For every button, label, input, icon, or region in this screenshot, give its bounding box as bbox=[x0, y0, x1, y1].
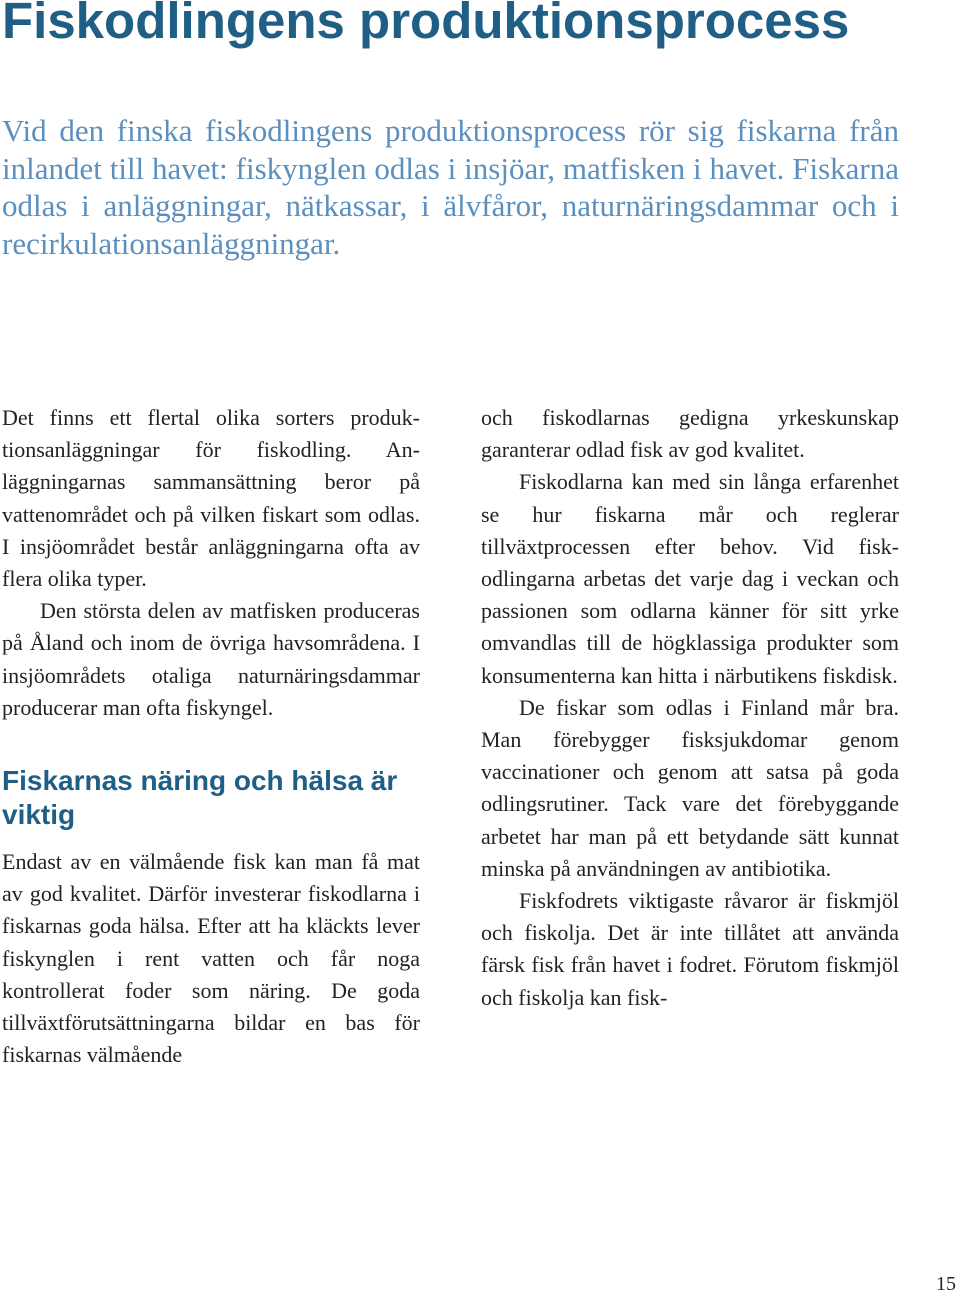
body-paragraph: Det finns ett flertal olika sorters produktionsanläggningar för fiskodling. Anläggningarnas sammansättning beror på vattenområdet och på vilken fiskart som odlas. I insjöområdet består anläggningarna ofta av flera olika typer. bbox=[2, 405, 420, 592]
left-column bbox=[2, 402, 420, 1071]
page-number: 15 bbox=[936, 1273, 956, 1295]
body-paragraph: och fiskodlarnas gedigna yrkeskunskap garanterar odlad fisk av god kvalitet. bbox=[481, 405, 899, 463]
right-column bbox=[481, 402, 899, 1014]
body-paragraph: Fiskfodrets viktigaste råvaror är fiskmjöl och fiskolja. Det är inte tillåtet att använda färsk fisk från havet i fodret. Förutom fiskmjöl och fiskolja kan fisk- bbox=[481, 888, 899, 1010]
body-paragraph: Den största delen av matfisken produceras på Åland och inom de övriga havsområdena. I insjöområdets otaliga naturnäringsdammar producerar man ofta fiskyngel. bbox=[2, 598, 420, 720]
section-heading: Fiskarnas näring och hälsa är viktig bbox=[2, 765, 398, 831]
body-paragraph: Endast av en välmående fisk kan man få mat av god kvalitet. Därför investerar fiskodlarna i fiskarnas goda hälsa. Efter att ha kläckts lever fiskynglen i rent vatten och får noga kontrollerat foder som näring. De goda tillväxtförutsättningarna bildar en bas för fiskarnas välmående bbox=[2, 849, 420, 1068]
body-paragraph: Fiskodlarna kan med sin långa erfarenhet se hur fiskarna mår och reglerar tillväxtprocessen efter behov. Vid fiskodlingarna arbetas det varje dag i veckan och passionen som odlarna känner för sitt yrke omvandlas till de högklassiga produkter som konsumenterna kan hitta i närbutikens fiskdisk. bbox=[481, 469, 899, 688]
intro-paragraph: Vid den finska fiskodlingens produktionsprocess rör sig fiskarna från inlandet till havet: fiskynglen odlas i insjöar, matfisken i havet. Fiskarna odlas i anläggningar, nätkassar, i älvfåror, naturnäringsdammar och i recirkulationsanläggningar. bbox=[2, 113, 899, 261]
body-paragraph: De fiskar som odlas i Finland mår bra. Man förebygger fisksjukdomar genom vaccinationer och genom att satsa på goda odlingsrutiner. Tack vare det förebyggande arbetet har man på ett betydande sätt kunnat minska på användningen av antibiotika. bbox=[481, 694, 899, 881]
page-title: Fiskodlingens produktionsprocess bbox=[2, 0, 850, 49]
